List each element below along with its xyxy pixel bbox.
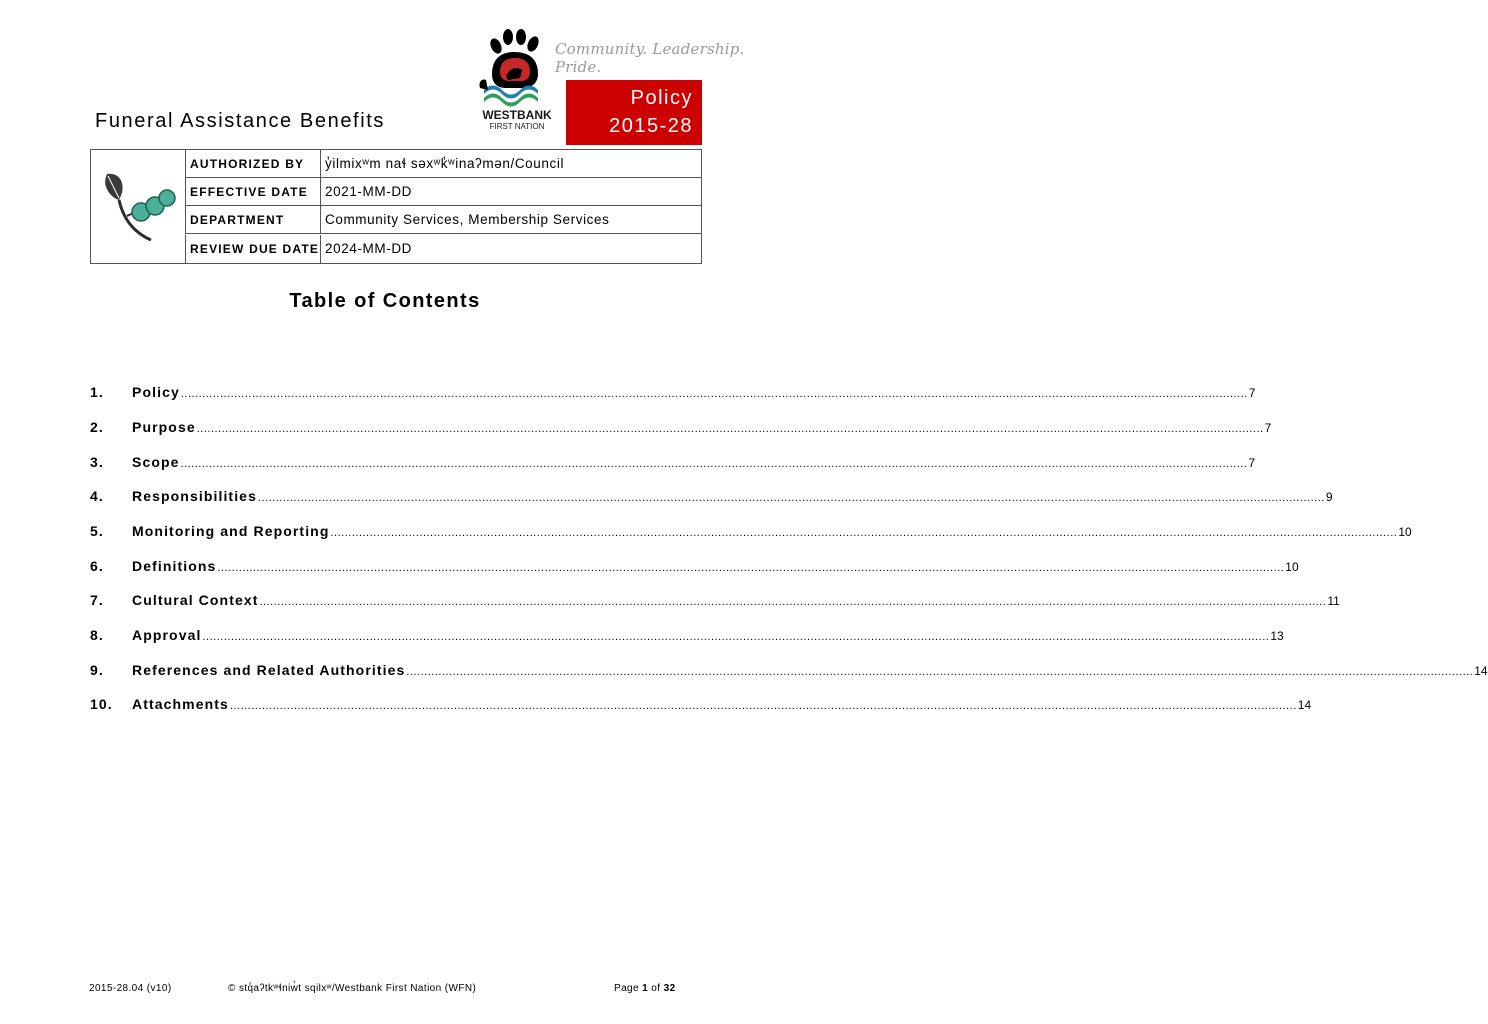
info-label: EFFECTIVE DATE: [185, 178, 321, 205]
toc-leader-dots: ............................................................................................................................................................................................................................................................................................................: [406, 666, 1474, 678]
toc-leader-dots: ............................................................................................................................................................................................................................................................................................................: [180, 388, 1248, 400]
tagline: Community. Leadership. Pride.: [555, 40, 745, 76]
policy-info-table: [90, 149, 702, 264]
info-value: 2021-MM-DD: [325, 184, 413, 199]
toc-page: 9: [1325, 490, 1333, 504]
toc-page: 13: [1270, 629, 1284, 643]
toc-number: 6.: [90, 558, 104, 574]
info-row-effective-date: [185, 178, 701, 206]
toc-title[interactable]: Responsibilities: [132, 488, 257, 504]
toc-page: 7: [1264, 421, 1272, 435]
info-value: y̓ilmixʷm naɬ səxʷk̓ʷinaʔmən/Council: [325, 156, 565, 171]
toc-title[interactable]: Attachments: [132, 696, 229, 712]
toc-number: 3.: [90, 454, 104, 470]
toc-page: 14: [1474, 664, 1488, 678]
toc-title[interactable]: Policy: [132, 384, 180, 400]
footer-version: 2015-28.04 (v10): [89, 983, 172, 994]
toc-item[interactable]: [90, 625, 1284, 645]
logo-text-westbank: WESTBANK: [482, 108, 552, 122]
toc-title[interactable]: Monitoring and Reporting: [132, 523, 330, 539]
info-label: AUTHORIZED BY: [185, 150, 321, 177]
toc-leader-dots: ............................................................................................................................................................................................................................................................................................................: [259, 596, 1327, 608]
toc-item[interactable]: [90, 382, 1256, 402]
toc-leader-dots: ............................................................................................................................................................................................................................................................................................................: [257, 492, 1325, 504]
toc-title[interactable]: Approval: [132, 627, 202, 643]
footer-copyright: © stq̓aʔtkʷɬniw̓t sqilxʷ/Westbank First Nation (WFN): [228, 983, 477, 994]
toc-item[interactable]: [90, 417, 1272, 437]
toc-number: 10.: [90, 696, 113, 712]
toc-page: 7: [1248, 386, 1256, 400]
toc-title[interactable]: Purpose: [132, 419, 196, 435]
toc-leader-dots: ............................................................................................................................................................................................................................................................................................................: [330, 527, 1398, 539]
toc-item[interactable]: [90, 521, 1412, 541]
info-label: REVIEW DUE DATE: [185, 235, 321, 263]
policy-number: 2015-28: [609, 115, 693, 137]
toc-title[interactable]: References and Related Authorities: [132, 662, 406, 678]
document-title: Funeral Assistance Benefits: [95, 110, 385, 132]
toc-number: 5.: [90, 523, 104, 539]
berry-branch-icon: [99, 168, 187, 248]
info-value: Community Services, Membership Services: [325, 212, 610, 227]
toc-leader-dots: ............................................................................................................................................................................................................................................................................................................: [196, 423, 1264, 435]
info-label: DEPARTMENT: [185, 206, 321, 233]
toc-item[interactable]: [90, 486, 1333, 506]
toc-page: 7: [1248, 456, 1256, 470]
toc-title[interactable]: Definitions: [132, 558, 217, 574]
info-row-department: [185, 206, 701, 234]
toc-item[interactable]: [90, 452, 1256, 472]
toc-item[interactable]: [90, 556, 1299, 576]
toc-number: 4.: [90, 488, 104, 504]
toc-leader-dots: ............................................................................................................................................................................................................................................................................................................: [217, 562, 1285, 574]
toc-page: 11: [1327, 594, 1340, 608]
toc-title[interactable]: Scope: [132, 454, 180, 470]
toc-heading: Table of Contents: [289, 290, 481, 312]
toc-page: 10: [1285, 560, 1299, 574]
toc-leader-dots: ............................................................................................................................................................................................................................................................................................................: [202, 631, 1270, 643]
footer-page-number: [614, 983, 676, 994]
toc-number: 1.: [90, 384, 104, 400]
toc-number: 2.: [90, 419, 104, 435]
policy-number-box: [566, 80, 702, 145]
toc-number: 9.: [90, 662, 104, 678]
toc-leader-dots: ............................................................................................................................................................................................................................................................................................................: [229, 700, 1297, 712]
toc-item[interactable]: [90, 694, 1312, 714]
toc-page: 14: [1297, 698, 1312, 712]
footer-page-total: 32: [663, 983, 676, 994]
info-row-authorized-by: [185, 150, 701, 178]
info-row-review-due-date: [185, 235, 701, 263]
policy-label: Policy: [630, 87, 693, 109]
toc-leader-dots: ............................................................................................................................................................................................................................................................................................................: [180, 458, 1248, 470]
toc-number: 7.: [90, 592, 104, 608]
toc-title[interactable]: Cultural Context: [132, 592, 259, 608]
footer-page-of: of: [648, 983, 664, 994]
toc-item[interactable]: [90, 660, 1488, 680]
toc-page: 10: [1398, 525, 1412, 539]
info-value: 2024-MM-DD: [325, 241, 413, 256]
toc-number: 8.: [90, 627, 104, 643]
toc-item[interactable]: [90, 590, 1340, 610]
footer-page-prefix: Page: [614, 983, 643, 994]
westbank-first-nation-logo: [476, 28, 558, 133]
footer-page-current: 1: [642, 983, 649, 994]
logo-text-first-nation: FIRST NATION: [489, 122, 545, 131]
